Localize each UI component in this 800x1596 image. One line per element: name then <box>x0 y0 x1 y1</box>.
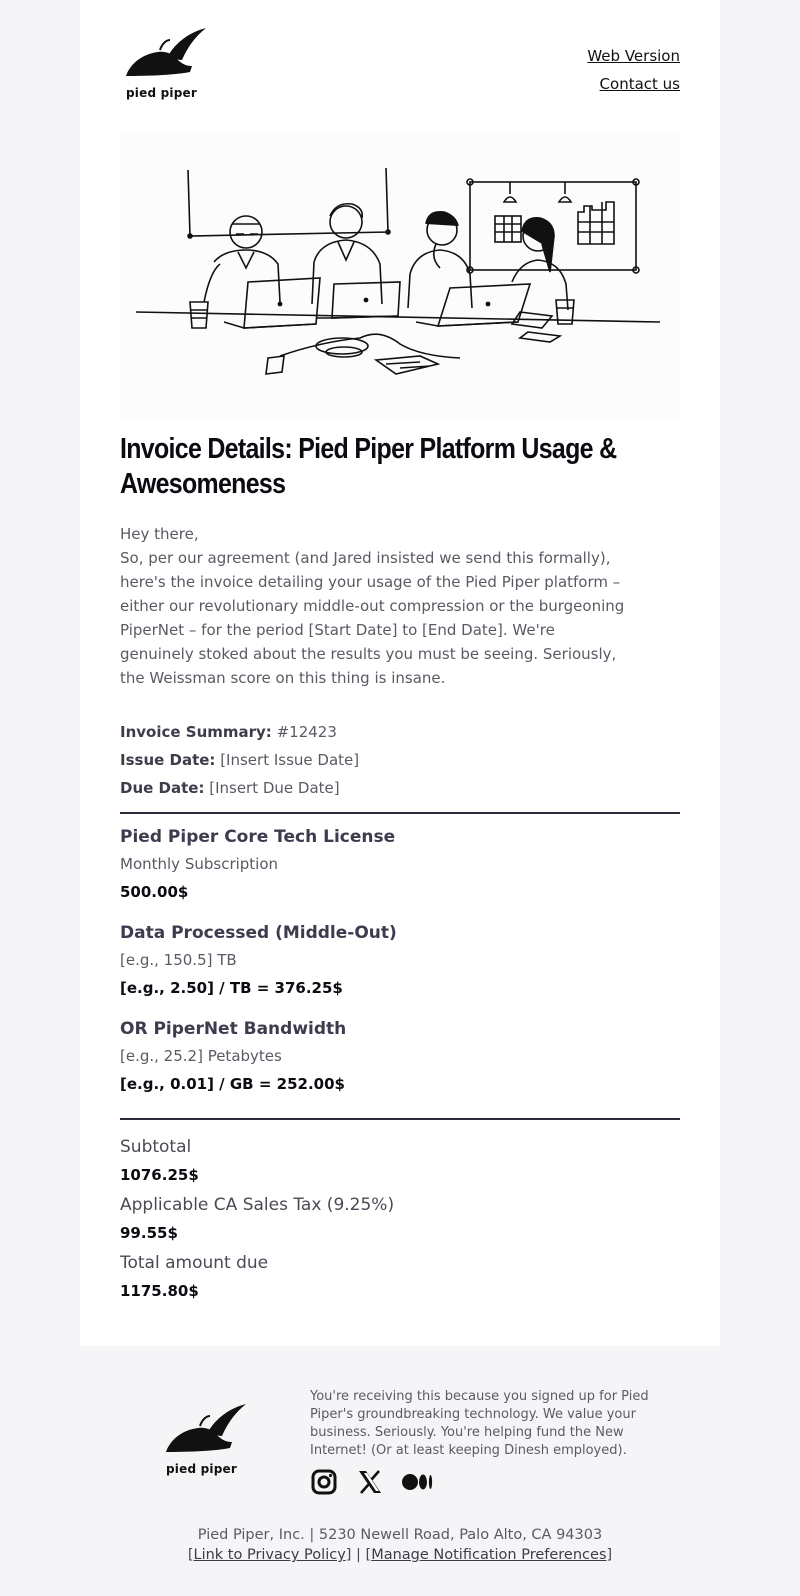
footer-message: You're receiving this because you signed up for Pied Piper's groundbreaking technology. We value your business. Seriously. You're helping fund the New Internet! (Or at least keeping Dinesh employed). <box>310 1389 649 1458</box>
intro-body: So, per our agreement (and Jared insisted we send this formally), here's the invoice detailing your usage of the Pied Piper platform – either our revolutionary middle-out compression or the burgeoning PiperNet – for the period [Start Date] to [End Date]. We're genuinely stoked about the results you must be seeing. Seriously, the Weissman score on this thing is insane. <box>120 549 625 687</box>
tax-value: 99.55$ <box>120 1224 178 1242</box>
item-name: OR PiperNet Bandwidth <box>120 1019 347 1039</box>
footer-logo-text: pied piper <box>166 1462 237 1476</box>
footer-links: [Link to Privacy Policy] | [Manage Notification Preferences] <box>187 1547 613 1563</box>
header-links <box>587 42 680 98</box>
item-price: 500.00$ <box>120 883 189 901</box>
tax-label: Applicable CA Sales Tax (9.25%) <box>120 1195 395 1215</box>
pied-piper-logo-icon <box>160 1402 250 1462</box>
line-item <box>120 920 680 1002</box>
web-version-link[interactable]: Web Version <box>587 47 680 65</box>
subtotal-label: Subtotal <box>120 1137 192 1157</box>
total-label: Total amount due <box>120 1253 269 1273</box>
social-links <box>310 1468 430 1496</box>
pied-piper-logo <box>120 26 210 106</box>
pied-piper-logo-icon <box>120 26 210 86</box>
instagram-icon[interactable] <box>310 1468 338 1496</box>
item-name: Pied Piper Core Tech License <box>120 827 396 847</box>
medium-icon[interactable] <box>402 1468 430 1496</box>
totals <box>120 1132 680 1306</box>
invoice-summary <box>120 718 359 746</box>
issue-label: Issue Date: <box>120 751 216 769</box>
intro-text <box>120 522 630 690</box>
item-desc: [e.g., 150.5] TB <box>120 951 237 969</box>
issue-date <box>120 746 359 774</box>
issue-value: [Insert Issue Date] <box>215 751 360 769</box>
privacy-policy-link[interactable]: Link to Privacy Policy <box>193 1547 346 1563</box>
page-title: Invoice Details: Pied Piper Platform Usage & Awesomeness <box>120 433 617 500</box>
email-card <box>80 0 720 1346</box>
line-item <box>120 824 680 906</box>
hero-illustration <box>120 132 680 422</box>
team-meeting-illustration <box>120 132 680 422</box>
greeting: Hey there, <box>120 525 199 543</box>
footer-logo <box>160 1402 250 1482</box>
due-value: [Insert Due Date] <box>204 779 340 797</box>
line-item <box>120 1016 680 1098</box>
x-icon[interactable] <box>356 1468 384 1496</box>
logo-text: pied piper <box>126 86 197 100</box>
divider-bottom <box>120 1118 680 1120</box>
item-desc: Monthly Subscription <box>120 855 279 873</box>
summary-label: Invoice Summary: <box>120 723 272 741</box>
total-value: 1175.80$ <box>120 1282 199 1300</box>
divider-top <box>120 812 680 814</box>
line-items <box>120 824 680 1112</box>
contact-us-link[interactable]: Contact us <box>599 75 680 93</box>
item-name: Data Processed (Middle-Out) <box>120 923 397 943</box>
invoice-meta <box>120 718 359 802</box>
item-price: [e.g., 0.01] / GB = 252.00$ <box>120 1075 345 1093</box>
item-desc: [e.g., 25.2] Petabytes <box>120 1047 282 1065</box>
due-label: Due Date: <box>120 779 205 797</box>
due-date <box>120 774 359 802</box>
subtotal-value: 1076.25$ <box>120 1166 199 1184</box>
company-address: Pied Piper, Inc. | 5230 Newell Road, Palo Alto, CA 94303 <box>197 1527 603 1543</box>
summary-value: #12423 <box>271 723 337 741</box>
item-price: [e.g., 2.50] / TB = 376.25$ <box>120 979 343 997</box>
notification-prefs-link[interactable]: Manage Notification Preferences <box>371 1547 607 1563</box>
